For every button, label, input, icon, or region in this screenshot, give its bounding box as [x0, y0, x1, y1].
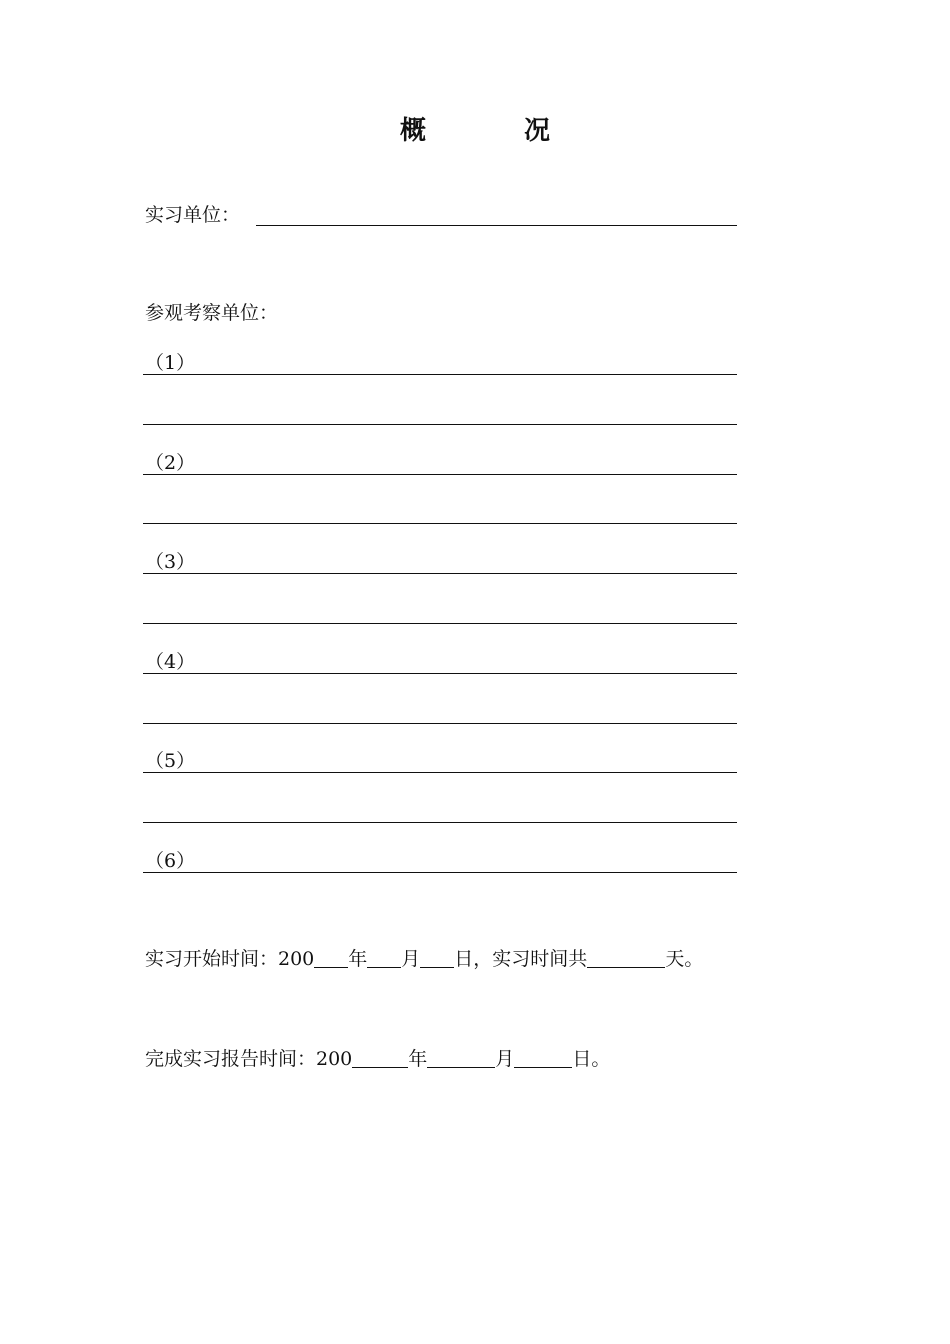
report-month-field[interactable]: [427, 1047, 495, 1068]
start-year-label: 年: [348, 948, 368, 970]
report-date-line: [145, 1044, 610, 1071]
report-day-label: 日。: [572, 1048, 611, 1070]
report-month-label: 月: [495, 1048, 515, 1070]
visit-item-2-line-1[interactable]: [143, 474, 737, 475]
visit-item-1-line-2[interactable]: [143, 424, 737, 425]
page-title: 概 况: [399, 116, 586, 146]
report-year-label: 年: [408, 1048, 428, 1070]
start-month-label: 月: [401, 948, 421, 970]
duration-days-label: 天。: [665, 948, 704, 970]
visit-item-5-line-2[interactable]: [143, 822, 737, 823]
report-year-field[interactable]: [352, 1047, 408, 1068]
visit-item-3-line-1[interactable]: [143, 573, 737, 574]
visit-item-5-label: （5）: [145, 750, 196, 772]
report-date-prefix: 完成实习报告时间：200: [145, 1048, 353, 1070]
visit-item-5-line-1[interactable]: [143, 772, 737, 773]
start-date-line: [145, 944, 703, 971]
visit-item-1-label: （1）: [145, 352, 196, 374]
visit-item-3-line-2[interactable]: [143, 623, 737, 624]
start-year-field[interactable]: [314, 947, 348, 968]
start-date-prefix: 实习开始时间：200: [145, 948, 315, 970]
visit-item-1-line-1[interactable]: [143, 374, 737, 375]
visit-item-2-line-2[interactable]: [143, 523, 737, 524]
visit-item-6-line-1[interactable]: [143, 872, 737, 873]
visit-item-2-label: （2）: [145, 452, 196, 474]
visit-item-4-line-2[interactable]: [143, 723, 737, 724]
report-day-field[interactable]: [514, 1047, 572, 1068]
visit-label: 参观考察单位：: [145, 302, 279, 324]
visit-item-3-label: （3）: [145, 551, 196, 573]
start-day-field[interactable]: [420, 947, 454, 968]
unit-field[interactable]: [256, 225, 737, 226]
duration-days-field[interactable]: [587, 947, 665, 968]
start-month-field[interactable]: [367, 947, 401, 968]
visit-item-4-line-1[interactable]: [143, 673, 737, 674]
unit-label: 实习单位：: [145, 204, 241, 226]
visit-item-4-label: （4）: [145, 651, 196, 673]
visit-item-6-label: （6）: [145, 850, 196, 872]
start-day-label: 日，实习时间共: [454, 948, 588, 970]
